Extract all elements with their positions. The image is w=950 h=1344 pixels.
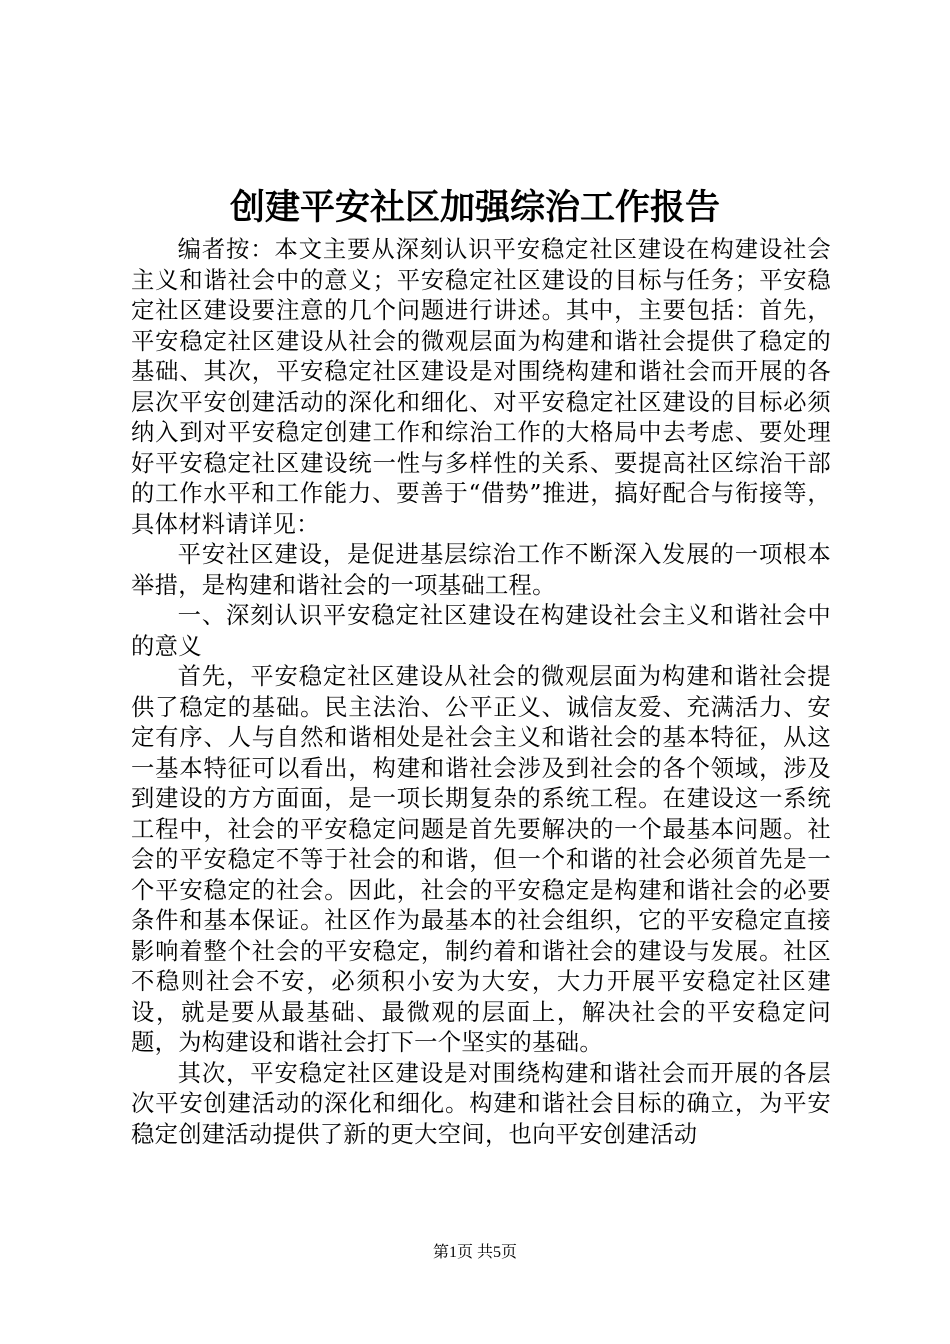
body-paragraph-second: 其次，平安稳定社区建设是对围绕构建和谐社会而开展的各层次平安创建活动的深化和细化。构建和谐社会目标的确立，为平安稳定创建活动提供了新的更大空间，也向平安创建活动	[131, 1059, 831, 1148]
document-body	[131, 235, 831, 1150]
intro-paragraph: 平安社区建设，是促进基层综治工作不断深入发展的一项根本举措，是构建和谐社会的一项基础工程。	[131, 541, 831, 599]
editor-note-paragraph: 编者按：本文主要从深刻认识平安稳定社区建设在构建设社会主义和谐社会中的意义；平安稳定社区建设的目标与任务；平安稳定社区建设要注意的几个问题进行讲述。其中，主要包括：首先，平安稳定社区建设从社会的微观层面为构建和谐社会提供了稳定的基础、其次，平安稳定社区建设是对围绕构建和谐社会而开展的各层次平安创建活动的深化和细化、对平安稳定社区建设的目标必须纳入到对平安稳定创建工作和综治工作的大格局中去考虑、要处理好平安稳定社区建设统一性与多样性的关系、要提高社区综治干部的工作水平和工作能力、要善于“借势”推进，搞好配合与衔接等，具体材料请详见：	[131, 236, 831, 538]
section-heading-1: 一、深刻认识平安稳定社区建设在构建设社会主义和谐社会中的意义	[131, 602, 831, 660]
document-title: 创建平安社区加强综治工作报告	[229, 187, 720, 228]
page-number-footer: 第1页 共5页	[432, 1244, 517, 1261]
body-paragraph-first: 首先，平安稳定社区建设从社会的微观层面为构建和谐社会提供了稳定的基础。民主法治、公平正义、诚信友爱、充满活力、安定有序、人与自然和谐相处是社会主义和谐社会的基本特征，从这一基本特征可以看出，构建和谐社会涉及到社会的各个领域，涉及到建设的方方面面，是一项长期复杂的系统工程。在建设这一系统工程中，社会的平安稳定问题是首先要解决的一个最基本问题。社会的平安稳定不等于社会的和谐，但一个和谐的社会必须首先是一个平安稳定的社会。因此，社会的平安稳定是构建和谐社会的必要条件和基本保证。社区作为最基本的社会组织，它的平安稳定直接影响着整个社会的平安稳定，制约着和谐社会的建设与发展。社区不稳则社会不安，必须积小安为大安，大力开展平安稳定社区建设，就是要从最基础、最微观的层面上，解决社会的平安稳定问题，为构建设和谐社会打下一个坚实的基础。	[131, 663, 831, 1056]
